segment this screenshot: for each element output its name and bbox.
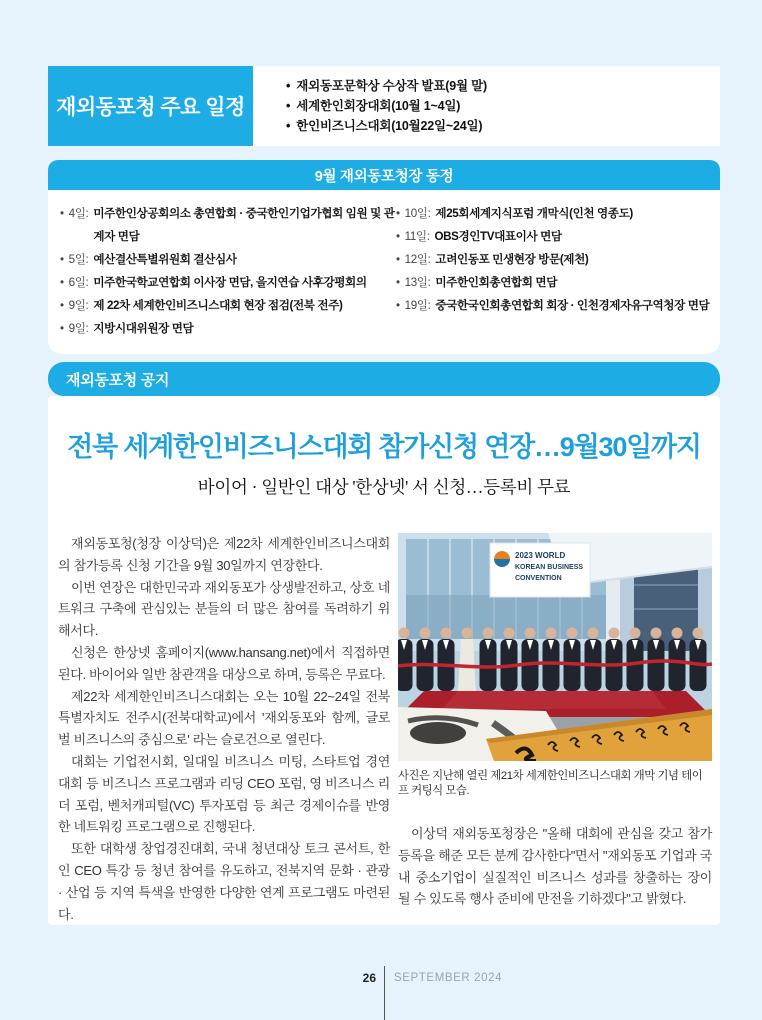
activities-right-column xyxy=(396,202,714,340)
activity-item xyxy=(60,202,396,248)
activity-text: 고려인동포 민생현장 방문(제천) xyxy=(435,253,589,266)
activity-text: 미주한국학교연합회 이사장 면담, 을지연습 사후강평회의 xyxy=(93,276,367,289)
activity-day: • 5일: xyxy=(60,248,88,271)
banner-line-1: 2023 WORLD xyxy=(515,551,566,560)
activity-item xyxy=(396,202,714,225)
activity-day: • 12일: xyxy=(396,248,430,271)
banner-line-3: CONVENTION xyxy=(515,575,562,582)
activity-day: • 10일: xyxy=(396,202,430,225)
activities-body xyxy=(48,190,720,354)
commissioner-activities-section xyxy=(48,160,720,354)
article-paragraph: 신청은 한상넷 홈페이지(www.hansang.net)에서 직접하면 된다. 바이어와 일반 참관객을 대상으로 하며, 등록은 무료다. xyxy=(58,644,390,682)
article-paragraph: 제22차 세계한인비즈니스대회는 오는 10월 22~24일 전북특별자치도 전주시(전북대학교)에서 '재외동포와 함께, 글로벌 비즈니스의 중심으로' 라는 슬로건으로 열린다. xyxy=(58,688,390,748)
photo-caption: 사진은 지난해 열린 제21차 세계한인비즈니스대회 개막 기념 테이프 커팅식 모습. xyxy=(398,770,703,797)
activities-section-title: 9월 재외동포청장 동정 xyxy=(48,160,720,190)
issue-label: SEPTEMBER 2024 xyxy=(394,972,503,984)
key-schedule-box xyxy=(48,66,720,146)
activity-item xyxy=(60,271,396,294)
activity-day: • 6일: xyxy=(60,271,88,294)
article-left-column xyxy=(58,533,390,925)
activity-text: 제 22차 세계한인비즈니스대회 현장 점검(전북 전주) xyxy=(93,299,343,312)
activity-day: • 9일: xyxy=(60,317,88,340)
article-headline: 전북 세계한인비즈니스대회 참가신청 연장…9월30일까지 xyxy=(67,432,701,462)
notice-section-bar xyxy=(48,362,720,396)
activity-text: 제25회세계지식포럼 개막식(인천 영종도) xyxy=(435,207,633,220)
footer-divider xyxy=(384,966,385,1020)
article-paragraph: 이상덕 재외동포청장은 "올해 대회에 관심을 갖고 참가 등록을 해준 모든 분께 감사한다"면서 "재외동포 기업과 국내 중소기업이 실질적인 비즈니스 성과를 창출하는 장이 될 수 있도록 행사 준비에 만전을 기하겠다"고 밝혔다. xyxy=(398,826,712,907)
activity-text: 지방시대위원장 면담 xyxy=(93,322,194,335)
key-schedule-list xyxy=(253,66,720,146)
schedule-item: • 한인비즈니스대회(10월22일~24일) xyxy=(286,118,720,135)
article-columns xyxy=(57,533,711,925)
activity-text: OBS경인TV대표이사 면담 xyxy=(434,230,562,243)
activity-text: 미주한인상공회의소 총연합회 · 중국한인기업가협회 임원 및 관계자 면담 xyxy=(93,207,395,243)
activity-item xyxy=(396,294,714,317)
activity-day: • 19일: xyxy=(396,294,430,317)
activity-item xyxy=(60,294,396,317)
key-schedule-title: 재외동포청 주요 일정 xyxy=(48,66,253,146)
article-right-column xyxy=(398,533,712,925)
schedule-item: • 재외동포문학상 수상작 발표(9월 말) xyxy=(286,78,720,95)
activity-text: 예산결산특별위원회 결산심사 xyxy=(93,253,237,266)
activity-item xyxy=(60,248,396,271)
activity-text: 중국한국인회총연합회 회장 · 인천경제자유구역청장 면담 xyxy=(435,299,710,312)
activity-day: • 11일: xyxy=(396,225,430,248)
activity-item xyxy=(396,271,714,294)
article-paragraph: 또한 대학생 창업경진대회, 국내 청년대상 토크 콘서트, 한인 CEO 특강 등 청년 참여를 유도하고, 전북지역 문화 · 관광 · 산업 등 지역 특색을 반영한 다양한 연계 프로그램도 마련된다. xyxy=(58,841,390,922)
activity-day: • 9일: xyxy=(60,294,88,317)
article-card xyxy=(48,396,720,925)
banner-line-2: KOREAN BUSINESS xyxy=(515,564,584,571)
article-paragraph: 대회는 기업전시회, 일대일 비즈니스 미팅, 스타트업 경연대회 등 비즈니스 프로그램과 리딩 CEO 포럼, 영 비즈니스 리더 포럼, 벤처캐피털(VC) 투자포럼 등 최근 경제이슈를 반영한 네트워킹 프로그램으로 진행된다. xyxy=(58,753,390,835)
activity-item xyxy=(396,225,714,248)
schedule-item: • 세계한인회장대회(10월 1~4일) xyxy=(286,98,720,115)
activity-item xyxy=(60,317,396,340)
activity-day: • 4일: xyxy=(60,202,88,225)
notice-section-label: 재외동포청 공지 xyxy=(66,371,170,389)
activity-text: 미주한인회총연합회 면담 xyxy=(435,276,558,289)
event-photo xyxy=(398,533,712,761)
page-number: 26 xyxy=(362,971,376,985)
article-subtitle: 바이어 · 일반인 대상 '한상넷' 서 신청…등록비 무료 xyxy=(197,477,571,497)
activity-item xyxy=(396,248,714,271)
article-paragraph: 이번 연장은 대한민국과 재외동포가 상생발전하고, 상호 네트워크 구축에 관심있는 분들의 더 많은 참여를 독려하기 위해서다. xyxy=(58,579,390,639)
activity-day: • 13일: xyxy=(396,271,430,294)
activities-left-column xyxy=(60,202,396,340)
article-paragraph: 재외동포청(청장 이상덕)은 제22차 세계한인비즈니스대회의 참가등록 신청 기간을 9월 30일까지 연장한다. xyxy=(58,536,390,573)
